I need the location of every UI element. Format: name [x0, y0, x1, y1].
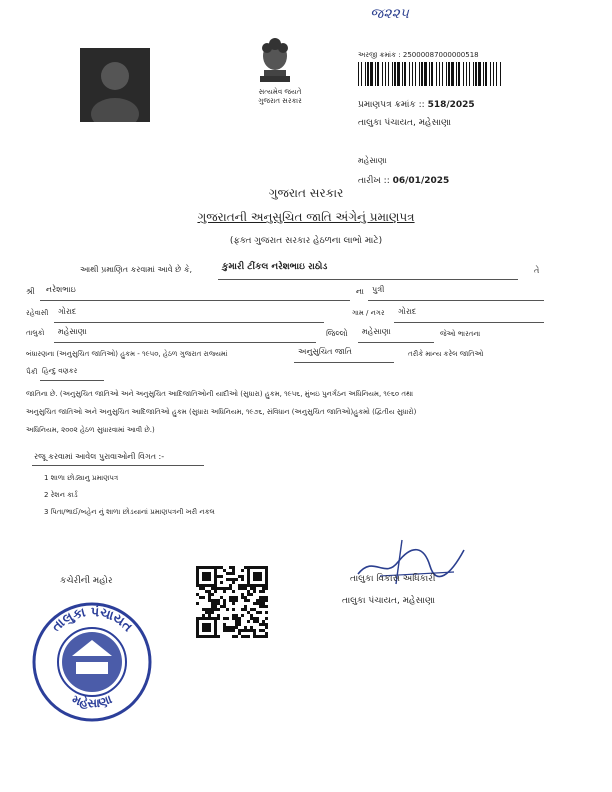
- line5-suffix: તરીકે માન્ય કરેલ જાતિઓ: [408, 350, 484, 358]
- applicant-photo: [80, 48, 150, 122]
- signatory-office: તાલુકા પંચાયત, મહેસાણા: [342, 596, 436, 606]
- line1-suffix: તે: [534, 266, 540, 275]
- resident-label: રહેવાસી: [26, 309, 49, 317]
- legal-para-line-3: અધિનિયમ, ૨૦૦૨ હેઠળ સુધારવામાં આવી છે.): [26, 426, 155, 434]
- national-emblem: [252, 32, 298, 88]
- barcode-number: 25000087000000518: [402, 51, 479, 59]
- office-seal: [30, 600, 154, 724]
- constitution-order-text: બંધારણના (અનુસુચિત જાતિઓ) હુકમ - ૧૯૫૦, હેઠળ ગુજરાત રાજ્યમાં: [26, 350, 228, 358]
- handwritten-ref-number: જ૨૨૫: [370, 6, 409, 22]
- evidence-item: 1 શાળા છોડ્યાનુ પ્રમાણપત્ર: [44, 474, 119, 482]
- government-title: ગુજરાત સરકાર: [268, 186, 344, 200]
- certify-prefix: આથી પ્રમાણિત કરવામાં આવે છે કે,: [80, 265, 193, 274]
- office-seal-label: કચેરીની મહોર: [60, 576, 113, 586]
- na-label: ના: [356, 287, 364, 296]
- issue-place: મહેસાણા: [358, 156, 387, 165]
- shri-label: શ્રી: [26, 287, 35, 296]
- certificate-title: ગુજરાતની અનુસુચિત જાતિ અંગેનું પ્રમાણપત્ર: [197, 210, 415, 224]
- taluka-label: તાલુકો: [26, 329, 45, 337]
- svg-text:તાલુકા પંચાયત: [49, 605, 135, 635]
- father-name: નરેશભાઇ: [46, 285, 76, 294]
- legal-para-line-2: અનુસુચિત જાતિઓ અને અનુસુચિત આદિજાતિઓ હુકમ (સુધારા અધિનિયમ, ૧૯૭૬, સંવિધાન (અનુસુચિત જાતિઓ)હુકમો (દ્વિતીય સુધારો): [26, 408, 417, 416]
- emblem-caption-1: સત્યમેવ જયતે: [258, 88, 302, 96]
- line4-suffix: જેઓ ભારતના: [440, 330, 481, 338]
- qr-code: [196, 566, 268, 638]
- village-label: ગામ / નગર: [352, 309, 385, 317]
- evidence-item: 3 પિતા/ભાઈ/બહેન નું શાળા છોડયાનાં પ્રમાણપત્રની ખરી નકલ: [44, 508, 215, 516]
- taluka-value: મહેસાણા: [58, 327, 87, 336]
- evidence-item: 2 રેશન કાર્ડ: [44, 491, 78, 499]
- resident-value: ગોરાદ: [58, 307, 77, 316]
- seal-text-top: તાલુકા પંચાયત: [49, 604, 135, 636]
- barcode: [358, 62, 502, 90]
- barcode-label: અરજી ક્રમાંક : 25000087000000518: [358, 51, 479, 59]
- certificate-note: (ફક્ત ગુજરાત સરકાર હેઠળના લાભો માટે): [229, 236, 383, 246]
- issuer-office: તાલુકા પંચાયત, મહેસાણા: [358, 118, 452, 128]
- lion-capital-icon: [252, 32, 298, 88]
- certificate-number: પ્રમાણપત્ર ક્રમાંક :: 518/2025: [358, 100, 475, 110]
- svg-text:મહેસાણા: [70, 692, 114, 711]
- candidate-name: કુમારી ટીંકલ નરેશભાઇ રાઠોડ: [222, 262, 328, 272]
- signatory-title: તાલુકા વિકાસ અધિકારી: [350, 574, 436, 584]
- among-label: પૈકી: [26, 368, 38, 376]
- evidence-heading: રજૂ કરવામાં આવેલ પુરાવાઓની વિગત :-: [34, 452, 165, 461]
- relation: પુત્રી: [372, 285, 385, 294]
- seal-text-bottom: મહેસાણા: [70, 691, 114, 711]
- emblem-caption-2: ગુજરાત સરકાર: [258, 97, 302, 105]
- issue-date: તારીખ :: 06/01/2025: [358, 176, 450, 186]
- caste-category: અનુસુચિત જાતિ: [298, 347, 352, 356]
- village-value: ગોરાદ: [398, 307, 417, 316]
- district-value: મહેસાણા: [362, 327, 391, 336]
- caste-name: હિન્દુ વણકર: [42, 367, 78, 375]
- district-label: જિલ્લો: [326, 329, 348, 338]
- legal-para-line-1: જાતિના છે. (અનુસુચિત જાતિઓ અને અનુસુચિત આદિજાતિઓની યાદીઓ (સુધારા) હુકમ, ૧૯૫૬, મુંબઇ પુનર્ગઠન અધિનિયમ, ૧૯૬૦ તથા: [26, 390, 414, 398]
